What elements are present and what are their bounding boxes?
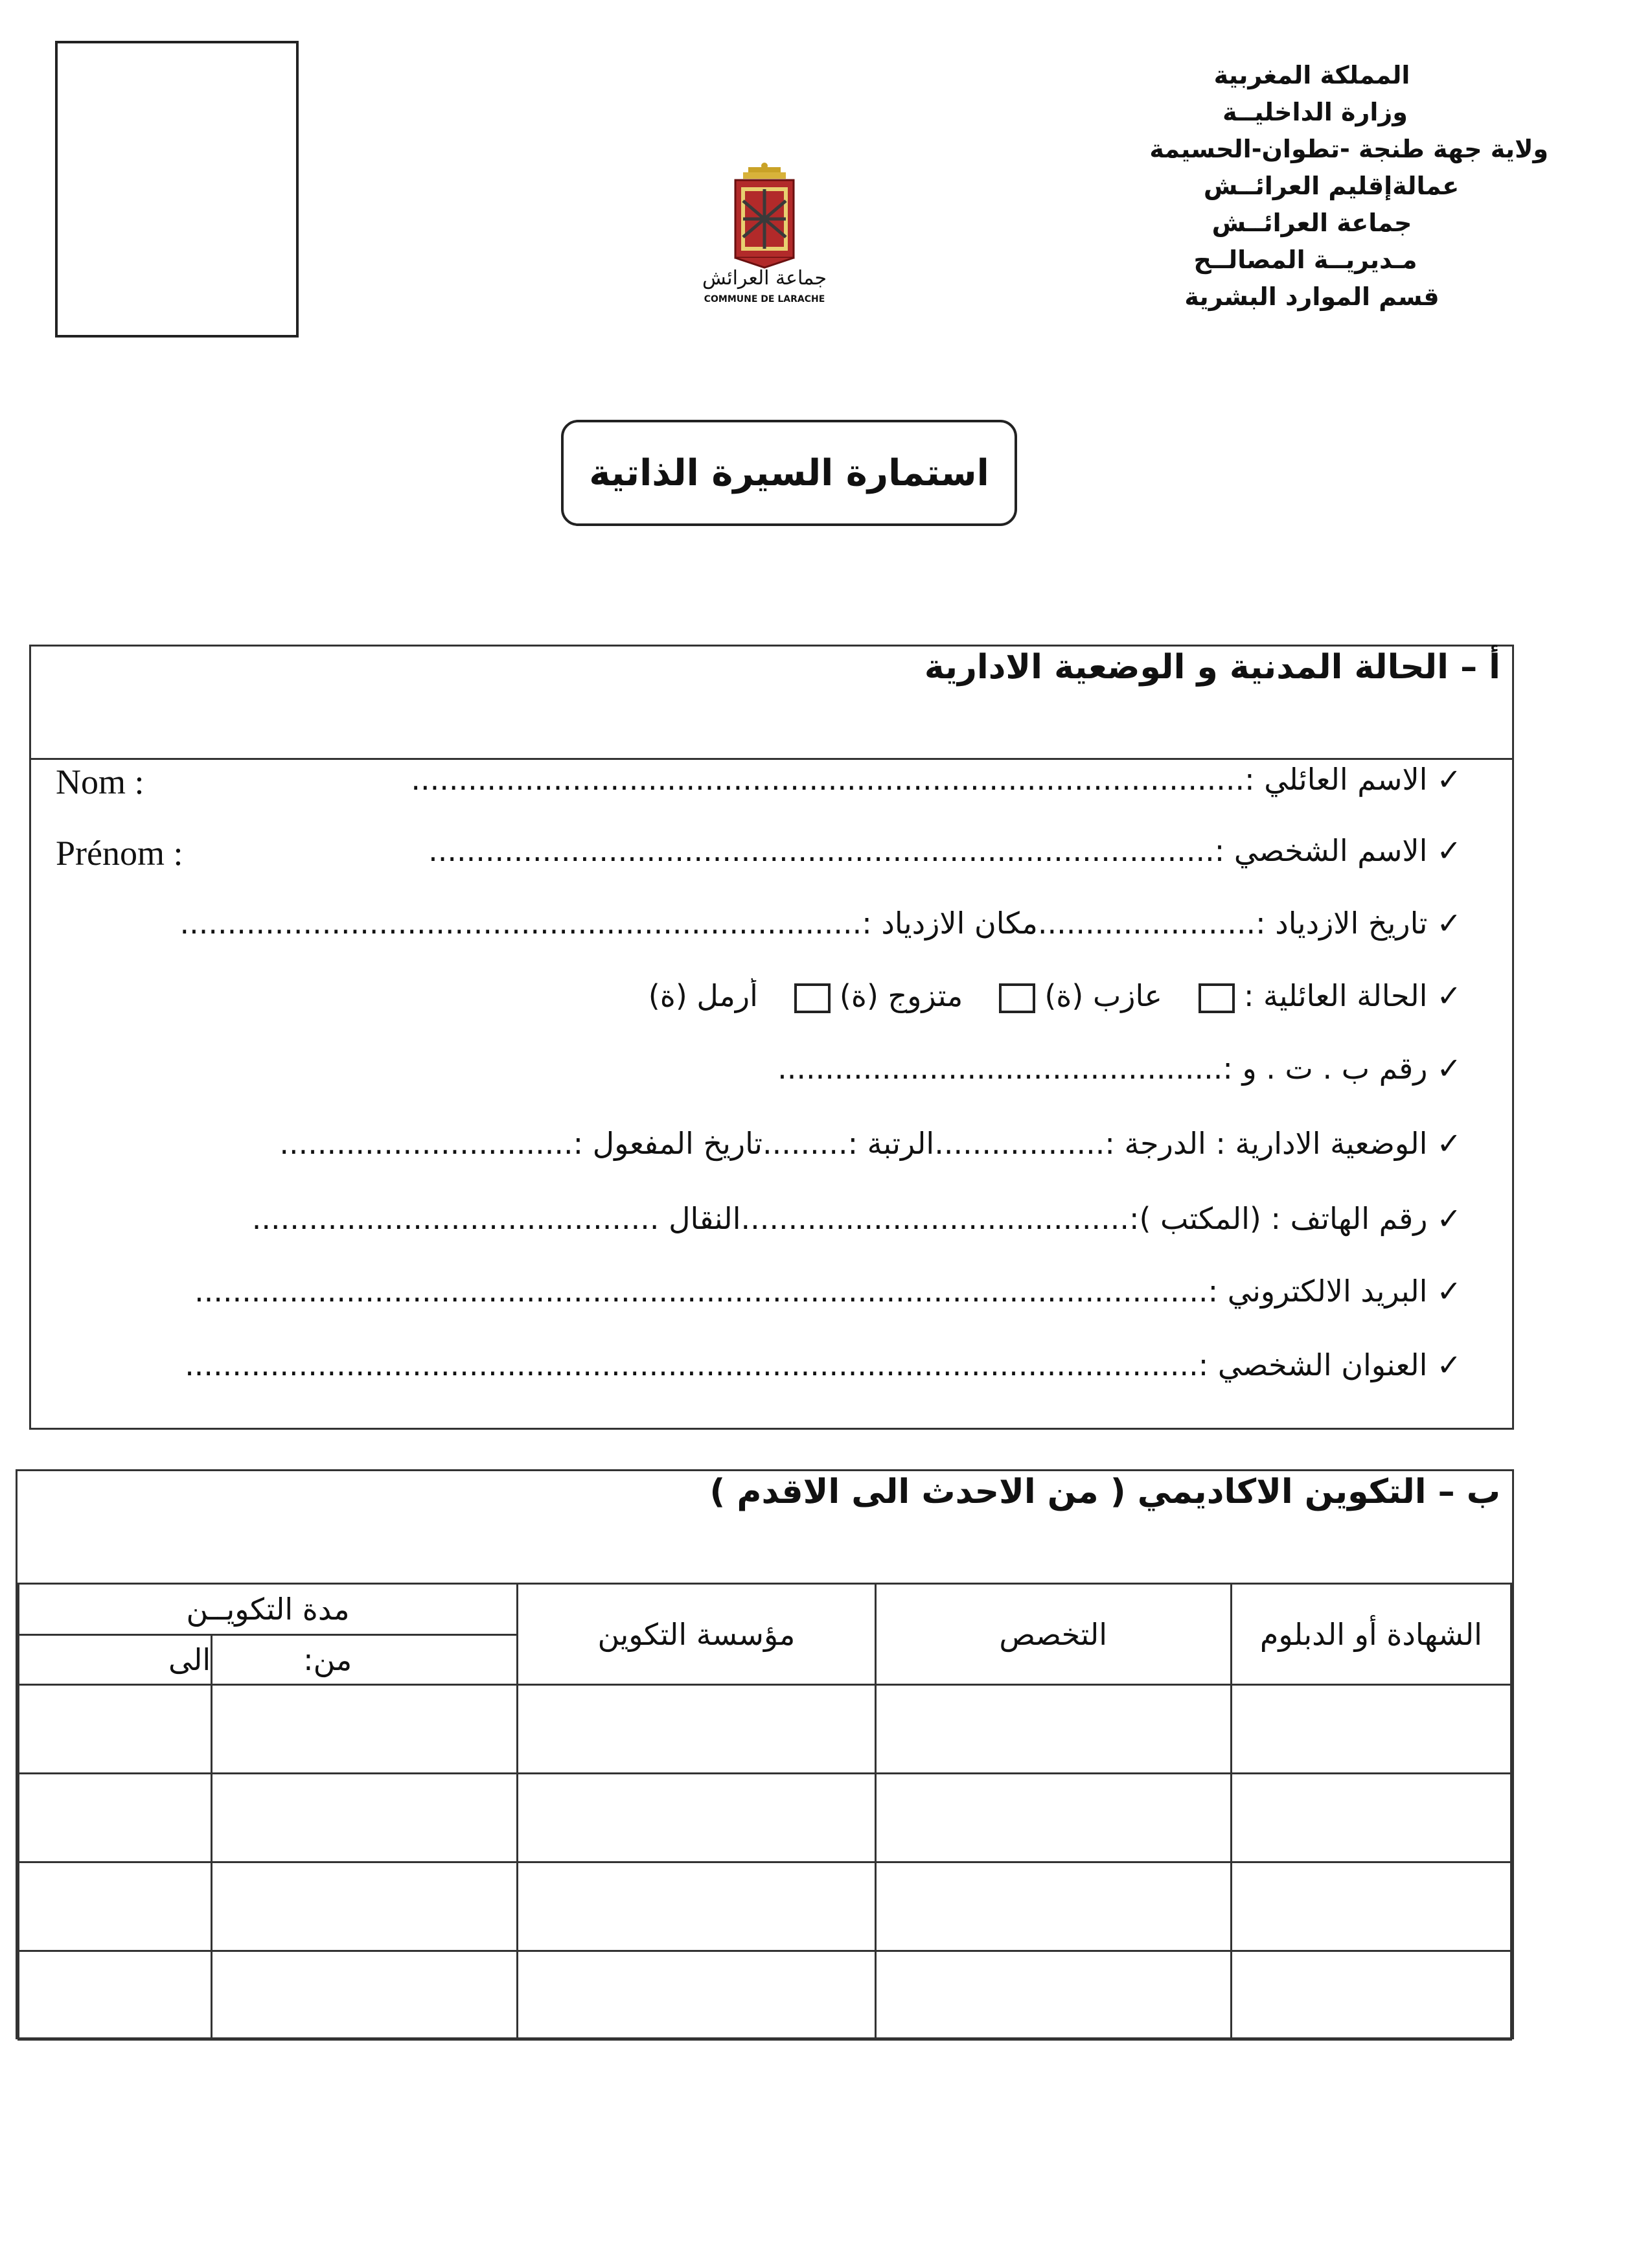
cell-from[interactable] xyxy=(212,1774,518,1862)
cell-to[interactable] xyxy=(19,1951,212,2040)
logo-caption-arabic: جماعة العرائش xyxy=(702,267,827,290)
header-line: عمالةإقليم العرائــش xyxy=(1203,172,1460,200)
cell-specialty[interactable] xyxy=(875,1862,1231,1951)
header-from: من: xyxy=(212,1635,518,1685)
option-single: عازب (ة) xyxy=(1044,978,1162,1013)
field-phone[interactable]: ✓رقم الهاتف : (المكتب ):.........................................النقال ........................................... xyxy=(251,1201,1462,1236)
cell-institution[interactable] xyxy=(518,1951,875,2040)
check-icon: ✓ xyxy=(1436,1274,1462,1309)
cell-degree[interactable] xyxy=(1231,1685,1511,1774)
header-line: مـديريــة المصالــح xyxy=(1193,246,1417,274)
check-icon: ✓ xyxy=(1436,1347,1462,1382)
option-widowed: أرمل (ة) xyxy=(648,978,758,1013)
header-line: ولاية جهة طنجة -تطوان-الحسيمة xyxy=(1149,135,1548,163)
table-row xyxy=(19,1685,1511,1774)
field-family-name[interactable]: ✓الاسم العائلي :........................................................................................ Nom : xyxy=(56,762,1462,801)
checkbox-married[interactable] xyxy=(999,983,1035,1013)
check-icon: ✓ xyxy=(1436,1051,1462,1086)
header-line: جماعة العرائــش xyxy=(1211,209,1412,237)
cell-degree[interactable] xyxy=(1231,1862,1511,1951)
check-icon: ✓ xyxy=(1436,906,1462,941)
field-admin-status[interactable]: ✓الوضعية الادارية : الدرجة :..................الرتبة :.........تاريخ المفعول :............................... xyxy=(279,1126,1462,1161)
header-degree: الشهادة أو الدبلوم xyxy=(1231,1584,1511,1685)
field-marital-status xyxy=(49,978,1462,1030)
field-first-name[interactable]: ✓الاسم الشخصي :................................................................................... Prénom : xyxy=(56,833,1462,873)
checkbox-single[interactable] xyxy=(1199,983,1235,1013)
check-icon: ✓ xyxy=(1436,1201,1462,1236)
photo-box xyxy=(55,41,299,338)
header-line: المملكة المغربية xyxy=(1213,61,1410,89)
form-title xyxy=(561,420,1017,526)
header-line: قسم الموارد البشرية xyxy=(1184,282,1440,311)
education-table xyxy=(17,1583,1512,2041)
section-civil-status xyxy=(29,645,1514,1430)
header-line: وزارة الداخليــة xyxy=(1222,98,1408,126)
cell-institution[interactable] xyxy=(518,1774,875,1862)
section-a-header xyxy=(31,647,1512,760)
cell-degree[interactable] xyxy=(1231,1774,1511,1862)
crown-icon xyxy=(743,163,786,179)
header-institution: مؤسسة التكوين xyxy=(518,1584,875,1685)
field-email[interactable]: ✓البريد الالكتروني :........................................................................................................... xyxy=(194,1274,1462,1309)
cell-from[interactable] xyxy=(212,1862,518,1951)
form-title-text: استمارة السيرة الذاتية xyxy=(589,452,989,494)
cell-degree[interactable] xyxy=(1231,1951,1511,2040)
field-birth[interactable]: ✓تاريخ الازدياد :.......................مكان الازدياد :........................................................................ xyxy=(179,906,1462,941)
label-nom: Nom : xyxy=(56,762,144,801)
check-icon: ✓ xyxy=(1436,833,1462,868)
header-duration: مدة التكويــن xyxy=(19,1584,518,1635)
cell-specialty[interactable] xyxy=(875,1951,1231,2040)
cell-to[interactable] xyxy=(19,1862,212,1951)
cell-specialty[interactable] xyxy=(875,1685,1231,1774)
checkbox-widowed[interactable] xyxy=(794,983,831,1013)
cell-from[interactable] xyxy=(212,1951,518,2040)
cell-to[interactable] xyxy=(19,1774,212,1862)
table-row xyxy=(19,1774,1511,1862)
administrative-header xyxy=(1149,57,1548,315)
marital-label: الحالة العائلية : xyxy=(1243,978,1428,1013)
header-specialty: التخصص xyxy=(875,1584,1231,1685)
field-national-id[interactable]: ✓رقم ب . ت . و :............................................... xyxy=(777,1051,1462,1086)
cell-specialty[interactable] xyxy=(875,1774,1231,1862)
section-a-title: أ – الحالة المدنية و الوضعية الادارية xyxy=(924,648,1500,687)
cell-to[interactable] xyxy=(19,1685,212,1774)
section-b-title: ب – التكوين الاكاديمي ( من الاحدث الى الاقدم ) xyxy=(709,1472,1500,1511)
check-icon: ✓ xyxy=(1436,978,1462,1013)
section-b-header xyxy=(17,1471,1512,1585)
table-row xyxy=(19,1951,1511,2040)
field-address[interactable]: ✓العنوان الشخصي :........................................................................................................... xyxy=(185,1347,1462,1382)
cell-institution[interactable] xyxy=(518,1862,875,1951)
table-row xyxy=(19,1862,1511,1951)
check-icon: ✓ xyxy=(1436,1126,1462,1161)
option-married: متزوج (ة) xyxy=(839,978,963,1013)
section-academic-training xyxy=(16,1469,1514,2039)
cell-from[interactable] xyxy=(212,1685,518,1774)
cell-institution[interactable] xyxy=(518,1685,875,1774)
check-icon: ✓ xyxy=(1436,762,1462,797)
header-to: الى xyxy=(19,1635,212,1685)
label-prenom: Prénom : xyxy=(56,834,183,873)
logo-caption-french: COMMUNE DE LARACHE xyxy=(704,294,825,304)
